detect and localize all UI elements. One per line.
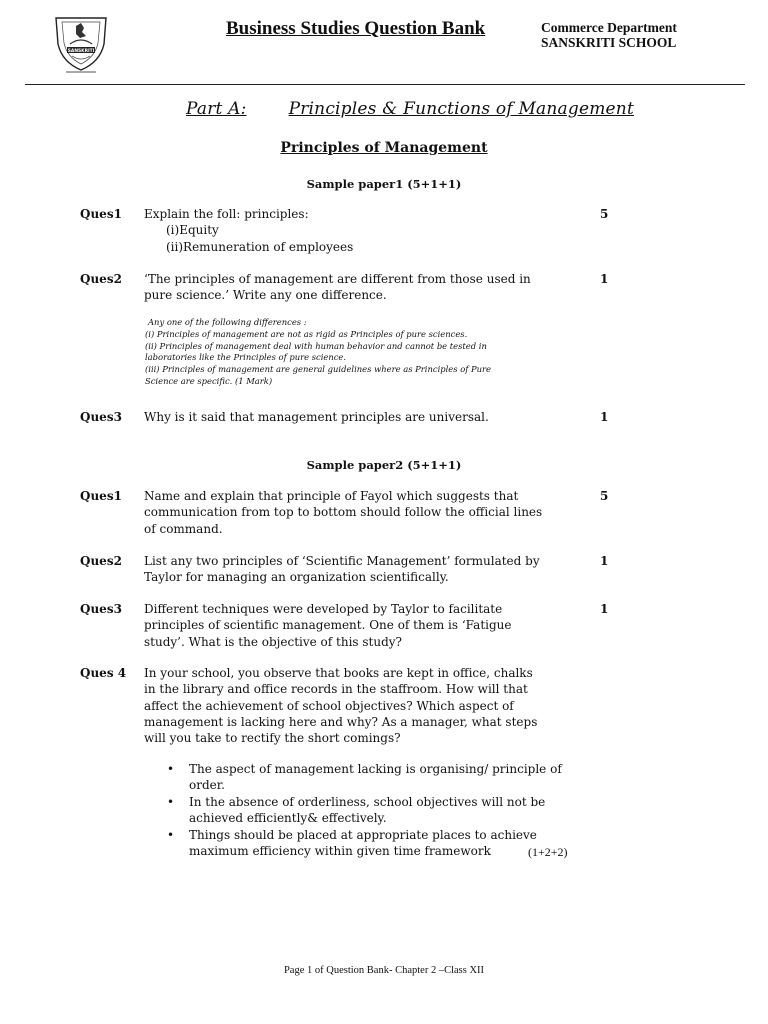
department-name: Commerce Department — [541, 20, 677, 35]
list-item — [167, 827, 587, 860]
section-title: Principles of Management — [280, 140, 488, 156]
question-label: Ques2 — [80, 272, 122, 286]
part-label: Part A: — [186, 99, 247, 119]
question-text: In your school, you observe that books are kept in office, chalks in the library and office records in the staffroom. How will that affect the achievement of school objectives? Which aspect of management is lacking here and why? As a manager, what steps will you take to rectify the short comings? — [144, 666, 538, 746]
part-heading — [186, 99, 634, 119]
sample-paper2-heading: Sample paper2 (5+1+1) — [306, 458, 462, 472]
header-right — [541, 20, 677, 50]
question-text: Name and explain that principle of Fayol which suggests that communication from top to bottom should follow the official lines of command. — [144, 489, 543, 536]
sample-paper1-heading: Sample paper1 (5+1+1) — [306, 177, 462, 191]
answer-line: (ii) Principles of management deal with human behavior and cannot be tested in laboratories like the Principles of pure science. — [145, 340, 487, 363]
document-title: Business Studies Question Bank — [226, 18, 486, 39]
svg-text:SANSKRITI: SANSKRITI — [67, 48, 95, 54]
page-footer: Page 1 of Question Bank- Chapter 2 –Class XII — [283, 965, 485, 976]
answer-bullets — [167, 761, 587, 860]
list-item-text: The aspect of management lacking is organising/ principle of order. — [189, 762, 562, 793]
question-label: Ques3 — [80, 602, 122, 616]
bullet-icon: • — [167, 828, 175, 843]
answer-key — [145, 317, 505, 388]
list-item — [167, 761, 587, 794]
question-label: Ques2 — [80, 554, 122, 568]
answer-line: (iii) Principles of management are general guidelines where as Principles of Pure Science are specific. (1 Mark) — [145, 364, 491, 386]
question-marks: 1 — [600, 602, 609, 616]
list-item-text: Things should be placed at appropriate places to achieve maximum efficiency within given time framework — [189, 828, 537, 859]
answer-line: (i) Principles of management are not as rigid as Principles of pure sciences. — [145, 328, 468, 339]
question-marks: 5 — [600, 489, 609, 503]
school-logo — [50, 14, 112, 74]
header-rule — [25, 84, 745, 85]
question-label: Ques1 — [80, 207, 122, 221]
question-label: Ques 4 — [80, 666, 127, 680]
bullet-icon: • — [167, 795, 175, 810]
question-marks: 5 — [600, 207, 609, 221]
question-text: List any two principles of ‘Scientific Management’ formulated by Taylor for managing an organization scientifically. — [144, 554, 540, 585]
question-line: (i)Equity — [166, 223, 219, 238]
question-marks: 1 — [600, 410, 609, 424]
question-text: ‘The principles of management are different from those used in pure science.’ Write any one difference. — [144, 272, 531, 303]
question-text: Why is it said that management principles are universal. — [144, 410, 489, 424]
question-line: (ii)Remuneration of employees — [166, 239, 354, 254]
question-marks: 1 — [600, 554, 609, 568]
school-name: SANSKRITI SCHOOL — [541, 35, 677, 50]
question-label: Ques1 — [80, 489, 122, 503]
list-item — [167, 794, 587, 827]
question-marks: 1 — [600, 272, 609, 286]
part-title: Principles & Functions of Management — [288, 99, 634, 119]
question-label: Ques3 — [80, 410, 122, 424]
question-text — [144, 206, 544, 255]
marks-split: (1+2+2) — [528, 845, 568, 859]
answer-lead: Any one of the following differences : — [148, 317, 307, 327]
list-item-text: In the absence of orderliness, school objectives will not be achieved efficiently& effectively. — [189, 795, 546, 826]
question-line: Explain the foll: principles: — [144, 207, 309, 221]
question-text: Different techniques were developed by Taylor to facilitate principles of scientific management. One of them is ‘Fatigue study’. What is the objective of this study? — [144, 602, 512, 649]
bullet-icon: • — [167, 762, 175, 776]
